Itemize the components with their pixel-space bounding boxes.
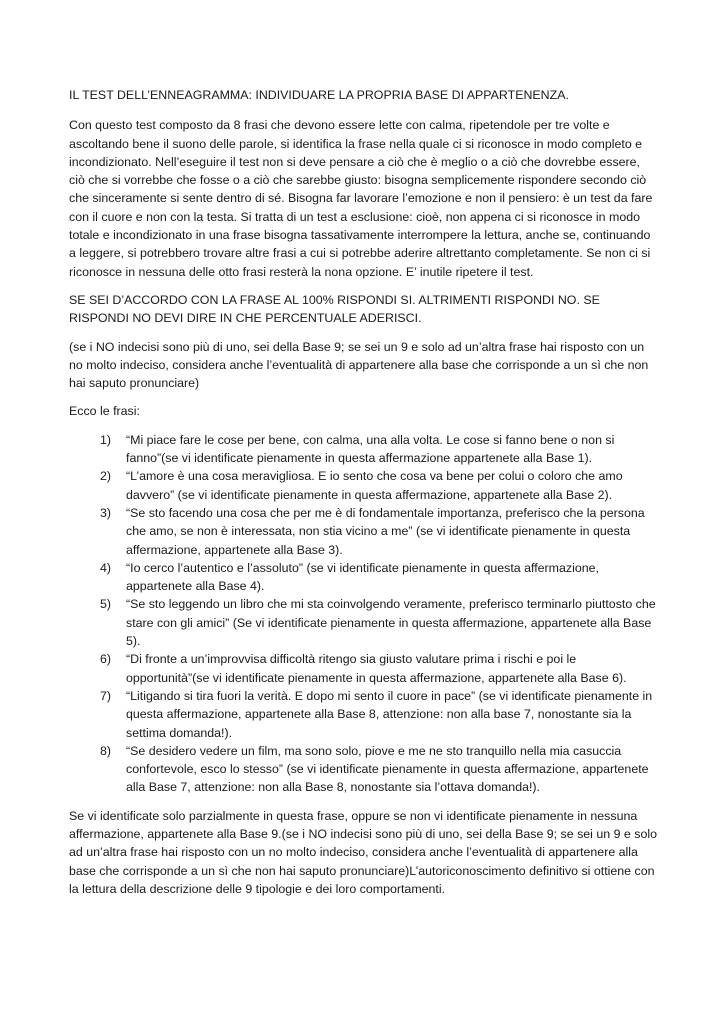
intro-paragraph: Con questo test composto da 8 frasi che devono essere lette con calma, ripetendole per tre volte e ascoltando bene il suono delle parole, si identifica la frase nella quale ci si riconosce in modo completo e incondizionato. Nell’eseguire il test non si deve pensare a ciò che è meglio o a ciò che dovrebbe essere, ciò che si vorrebbe che fosse o a ciò che sarebbe giusto: bisogna semplicemente rispondere secondo ciò che sinceramente si sente dentro di sé. Bisogna far lavorare l’emozione e non il pensiero: è un test da fare con il cuore e non con la testa. Si tratta di un test a esclusione: cioè, non appena ci si riconosce in modo totale e incondizionato in una frase bisogna tassativamente interrompere la lettura, anche se, continuando a leggere, si potrebbero trovare altre frasi a cui si potrebbe aderire altrettanto completamente. Se non ci si riconosce in nessuna delle otto frasi resterà la nona opzione. E’ inutile ripetere il test.: [69, 118, 653, 279]
list-item: [69, 431, 659, 468]
list-item: [69, 687, 659, 742]
item-text: “Litigando si tira fuori la verità. E dopo mi sento il cuore in pace” (se vi identificate pienamente in questa affermazione, appartenete alla Base 8, attenzione: non alla base 7, nonostante sia la settima domanda!).: [126, 688, 653, 740]
conclusion-paragraph: Se vi identificate solo parzialmente in questa frase, oppure se non vi identificate pienamente in nessuna affermazione, appartenete alla Base 9.(se i NO indecisi sono più di uno, sei della Base 9; se sei un 9 e solo ad un’altra frase hai risposto con un no molto indeciso, considera anche l’eventualità di appartenere alla base che corrisponde a un sì che non hai saputo pronunciare)L’autoriconoscimento definitivo si ottiene con la lettura della descrizione delle 9 tipologie e dei loro comportamenti.: [69, 808, 657, 896]
item-number: 6): [100, 652, 112, 667]
item-text: “L’amore è una cosa meravigliosa. E io sento che cosa va bene per colui o coloro che amo davvero” (se vi identificate pienamente in questa affermazione, appartenete alla Base 2).: [126, 469, 623, 502]
item-number: 3): [100, 505, 112, 520]
list-item: [69, 467, 659, 504]
list-item: [69, 559, 659, 596]
item-number: 8): [100, 743, 112, 758]
item-text: “Se desidero vedere un film, ma sono solo, piove e me ne sto tranquillo nella mia casuccia confortevole, esco lo stesso” (se vi identificate pienamente in questa affermazione, appartenete alla Base 7, attenzione: non alla Base 8, nonostante sia l’ottava domanda!).: [126, 743, 649, 795]
list-item: [69, 742, 659, 797]
statement-list: [69, 431, 659, 797]
instruction-paragraph: SE SEI D’ACCORDO CON LA FRASE AL 100% RISPONDI SI. ALTRIMENTI RISPONDI NO. SE RISPONDI NO DEVI DIRE IN CHE PERCENTUALE ADERISCI.: [69, 292, 600, 326]
list-item: [69, 504, 659, 559]
document-page: [69, 86, 659, 908]
document-title: IL TEST DELL’ENNEAGRAMMA: INDIVIDUARE LA PROPRIA BASE DI APPARTENENZA.: [69, 88, 569, 102]
note-paragraph: (se i NO indecisi sono più di uno, sei della Base 9; se sei un 9 e solo ad un’altra frase hai risposto con un no molto indeciso, considera anche l’eventualità di appartenere alla base che corrisponde a un sì che non hai saputo pronunciare): [69, 339, 649, 391]
list-intro: Ecco le frasi:: [69, 404, 140, 419]
item-text: “Se sto facendo una cosa che per me è di fondamentale importanza, preferisco che la persona che amo, se non è interessata, non stia vicino a me” (se vi identificate pienamente in questa affermazione, appartenete alla Base 3).: [126, 505, 645, 557]
item-text: “Mi piace fare le cose per bene, con calma, una alla volta. Le cose si fanno bene o non si fanno”(se vi identificate pienamente in questa affermazione appartenete alla Base 1).: [126, 432, 615, 466]
item-text: “Io cerco l’autentico e l’assoluto” (se vi identificate pienamente in questa affermazione, appartenete alla Base 4).: [126, 560, 599, 594]
item-number: 5): [100, 597, 112, 612]
item-number: 1): [100, 432, 112, 447]
item-text: “Se sto leggendo un libro che mi sta coinvolgendo veramente, preferisco terminarlo piuttosto che stare con gli amici” (Se vi identificate pienamente in questa affermazione, appartenete alla Base 5).: [126, 597, 656, 649]
list-item: [69, 595, 659, 650]
item-number: 7): [100, 688, 112, 703]
item-text: “Di fronte a un’improvvisa difficoltà ritengo sia giusto valutare prima i rischi e poi le opportunità”(se vi identificate pienamente in questa affermazione, appartenete alla Base 6).: [126, 652, 627, 685]
list-item: [69, 650, 659, 687]
item-number: 4): [100, 560, 112, 575]
item-number: 2): [100, 469, 112, 484]
